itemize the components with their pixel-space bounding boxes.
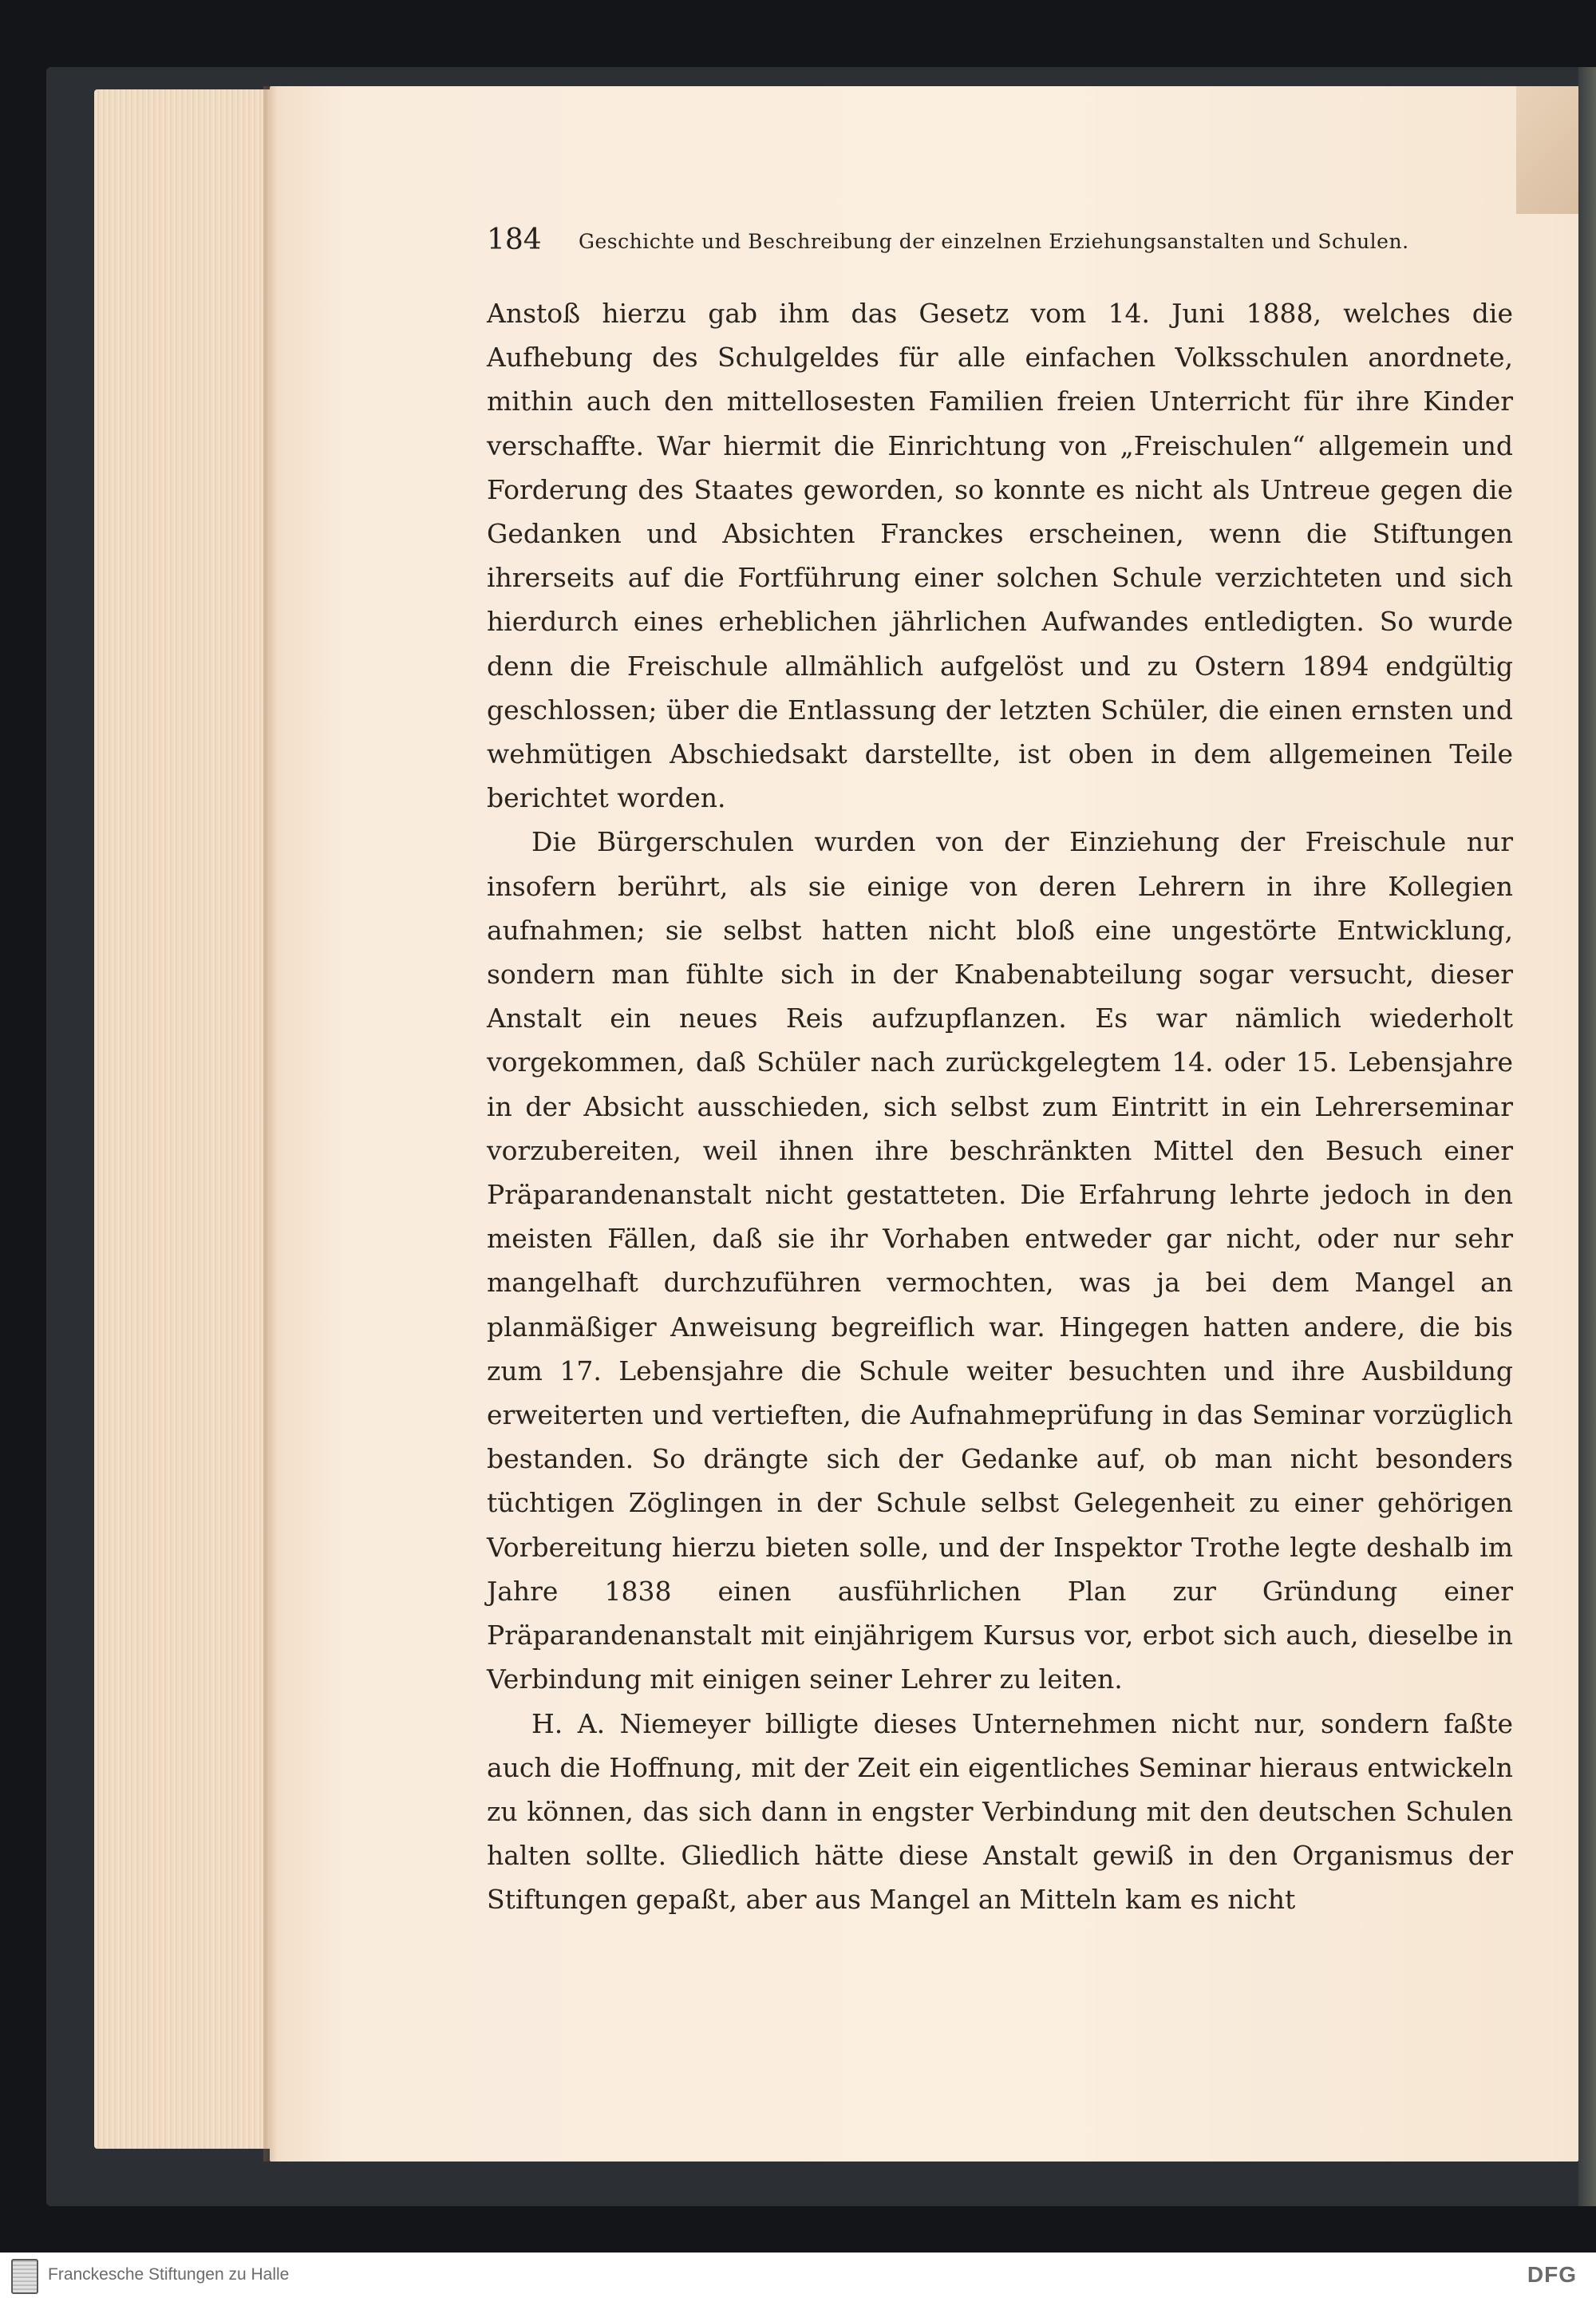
institution-name: Franckesche Stiftungen zu Halle bbox=[48, 2265, 290, 2284]
torn-page-corner bbox=[1516, 86, 1578, 214]
paragraph: H. A. Niemeyer billigte dieses Unternehmen nicht nur, sondern faßte auch die Hoffnung, mit der Zeit ein eigentliches Seminar hieraus entwickeln zu können, das sich dann in engster Verbindung mit den deutschen Schulen halten sollte. Gliedlich hätte diese Anstalt gewiß in den Organismus der Stiftungen gepaßt, aber aus Mangel an Mitteln kam es nicht bbox=[487, 1707, 1513, 1916]
page-gutter-shadow bbox=[263, 86, 278, 2162]
main-text bbox=[487, 291, 1513, 1922]
paragraph: Anstoß hierzu gab ihm das Gesetz vom 14. Juni 1888, welches die Aufhebung des Schulgeldes für alle einfachen Volksschulen anordnete, mithin auch den mittellosesten Familien freien Unterricht für ihre Kinder verschaffte. War hiermit die Einrichtung von „Freischulen“ allgemein und Forderung des Staates geworden, so konnte es nicht als Untreue gegen die Gedanken und Absichten Franckes erscheinen, wenn die Stiftungen ihrerseits auf die Fortführung einer solchen Schule verzichteten und sich hierdurch eines erheblichen jährlichen Aufwandes entledigten. So wurde denn die Freischule allmählich aufgelöst und zu Ostern 1894 endgültig geschlossen; über die Entlassung der letzten Schüler, die einen ernsten und wehmütigen Abschiedsakt darstellte, ist oben in dem allgemeinen Teile berichtet worden. bbox=[487, 298, 1513, 814]
page-block-edges bbox=[94, 89, 286, 2149]
running-title: Geschichte und Beschreibung der einzelnen Erziehungsanstalten und Schulen. bbox=[579, 230, 1409, 253]
viewer-footer bbox=[0, 2253, 1596, 2298]
paragraph: Die Bürgerschulen wurden von der Einziehung der Freischule nur insofern berührt, als sie einige von deren Lehrern in ihre Kollegien aufnahmen; sie selbst hatten nicht bloß eine ungestörte Entwicklung, sondern man fühlte sich in der Knabenabteilung sogar versucht, dieser Anstalt ein neues Reis aufzupflanzen. Es war nämlich wiederholt vorgekommen, daß Schüler nach zurückgelegtem 14. oder 15. Lebensjahre in der Absicht ausschieden, sich selbst zum Eintritt in ein Lehrerseminar vorzubereiten, weil ihnen ihre beschränkten Mittel den Besuch einer Präparandenanstalt nicht gestatteten. Die Erfahrung lehrte jedoch in den meisten Fällen, daß sie ihr Vorhaben entweder gar nicht, oder nur sehr mangelhaft durchzuführen vermochten, was ja bei dem Mangel an planmäßiger Anweisung begreiflich war. Hingegen hatten andere, die bis zum 17. Lebensjahre die Schule weiter besuchten und ihre Ausbildung erweiterten und vertieften, die Aufnahmeprüfung in das Seminar vorzüglich bestanden. So drängte sich der Gedanke auf, ob man nicht besonders tüchtigen Zöglingen in der Schule selbst Gelegenheit zu einer gehörigen Vorbereitung hierzu bieten solle, und der Inspektor Trothe legte deshalb im Jahre 1838 einen ausführlichen Plan zur Gründung einer Präparandenanstalt mit einjährigem Kursus vor, erbot sich auch, dieselbe in Verbindung mit einigen seiner Lehrer zu leiten. bbox=[487, 826, 1513, 1695]
dfg-logo: DFG bbox=[1527, 2262, 1577, 2287]
page-header bbox=[487, 223, 1516, 271]
institution-logo-icon bbox=[11, 2259, 38, 2294]
book-cover-edge bbox=[1578, 67, 1596, 2206]
page-number: 184 bbox=[487, 223, 542, 256]
